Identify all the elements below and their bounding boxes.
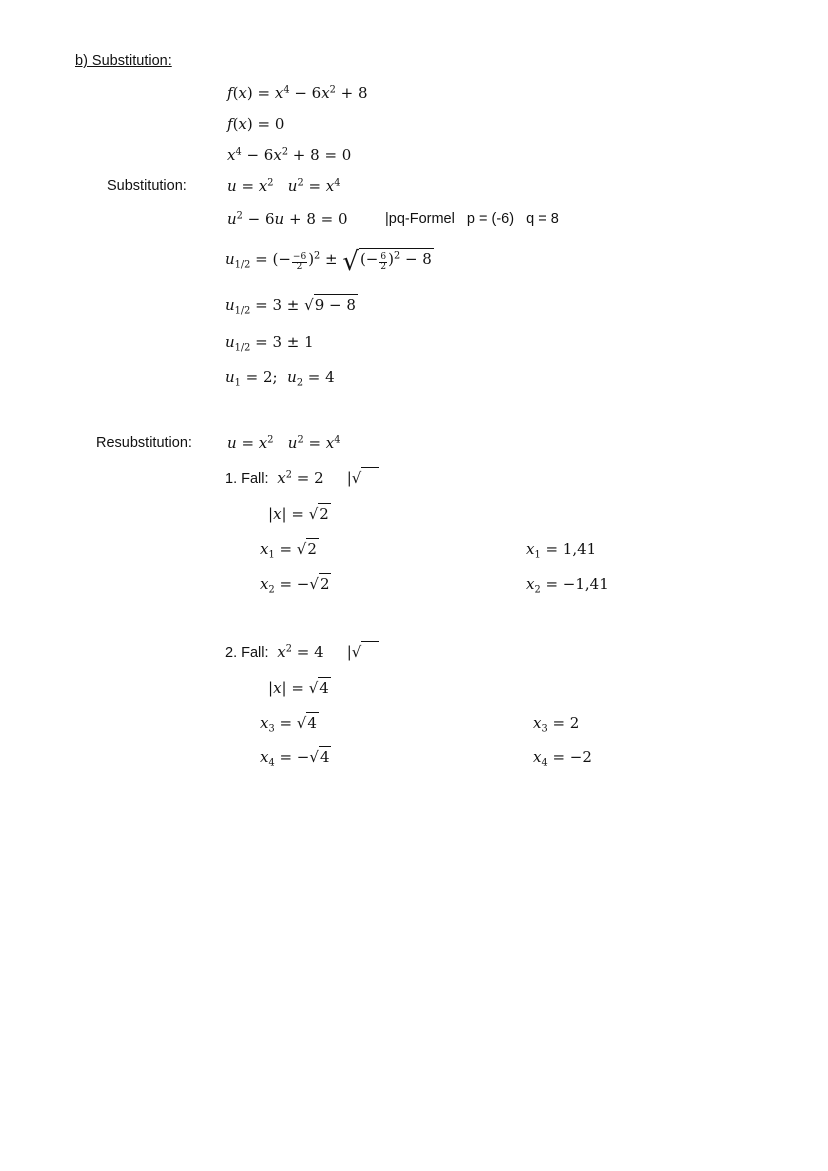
x2-decimal: $x_2 = -1,41$ — [526, 575, 609, 596]
x4-exact: $x_4 = -√4$ — [260, 748, 330, 769]
pq-step-2: $u_{1/2} = 3 \pm √9 - 8$ — [225, 296, 356, 317]
u-solutions: $u_1 = 2$; $u_2 = 4$ — [225, 368, 335, 389]
resubstitution-label: Resubstitution: — [96, 435, 192, 451]
pq-formula-applied: $u_{1/2}$ = (− $\frac{-6}{2}$ )$^2$ ± √(− $\frac{6}{2}$ )$^2$ − 8 — [225, 247, 432, 277]
section-heading: b) Substitution: — [75, 53, 172, 69]
x3-exact: $x_3 = √4$ — [260, 714, 317, 735]
case-1-abs: |x| = √2 — [268, 505, 329, 523]
x4-value: $x_4 = -2$ — [533, 748, 592, 769]
zero-condition: f(x) = 0 — [227, 115, 285, 133]
case-2-abs: |x| = √4 — [268, 679, 329, 697]
x2-exact: $x_2 = -√2$ — [260, 575, 330, 596]
case-1-heading: 1. Fall: $x^2 = 2$ |√ — [225, 471, 379, 487]
case-2-heading: 2. Fall: $x^2 = 4$ |√ — [225, 645, 379, 661]
substitution-definition: $u = x^2$ $u^2 = x^4$ — [227, 177, 341, 195]
function-definition: $f(x) = x^4 - 6x^2 + 8$ — [227, 84, 368, 102]
substitution-label: Substitution: — [107, 178, 187, 194]
pq-formula-note: |pq-Formel p = (-6) q = 8 — [385, 211, 559, 227]
equation-u: $u^2 - 6u + 8 = 0$ — [227, 210, 348, 228]
x1-decimal: $x_1 = 1,41$ — [526, 540, 597, 561]
x3-value: $x_3 = 2$ — [533, 714, 580, 735]
pq-step-3: $u_{1/2} = 3 \pm 1$ — [225, 333, 314, 354]
x1-exact: $x_1 = √2$ — [260, 540, 317, 561]
resubstitution-definition: $u = x^2$ $u^2 = x^4$ — [227, 434, 341, 452]
equation-x: $x^4 - 6x^2 + 8 = 0$ — [227, 146, 352, 164]
